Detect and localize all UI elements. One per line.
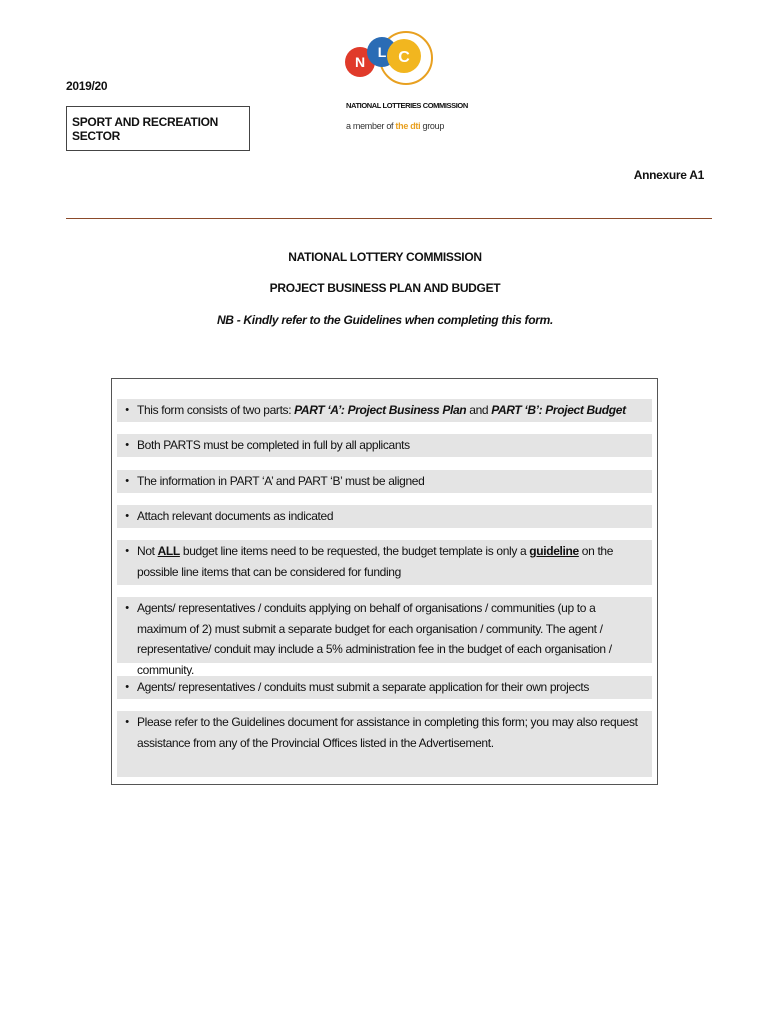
part-a-label: PART ‘A’: Project Business Plan — [294, 403, 467, 417]
logo-member-suffix: group — [420, 121, 445, 131]
logo-member-group: the dti — [395, 121, 421, 131]
logo-letter-c: C — [398, 49, 410, 66]
annexure-label: Annexure A1 — [633, 168, 704, 182]
item-text: Agents/ representatives / conduits applying on behalf of organisations / communities (up to a maximum of 2) must submit a separate budget for each organisation / community. The agent / representative/ conduit may include a 5% administration fee in the budget of each organisation / community. — [137, 601, 612, 677]
header-divider — [66, 218, 712, 219]
year-label: 2019/20 — [66, 79, 108, 93]
item-text: This form consists of two parts: PART ‘A’: Project Business Plan and PART ‘B’: Project Budget — [137, 403, 626, 417]
list-item — [117, 434, 652, 457]
logo-letter-l: L — [377, 44, 387, 60]
guideline-emphasis: guideline — [529, 544, 579, 558]
guidelines-note: NB - Kindly refer to the Guidelines when completing this form. — [216, 313, 554, 327]
sector-box — [66, 106, 250, 151]
list-item — [117, 711, 652, 777]
item-text: Not ALL budget line items need to be requested, the budget template is only a guideline on the possible line items that can be considered for funding — [137, 544, 614, 579]
logo-name: NATIONAL LOTTERIES COMMISSION — [346, 101, 468, 110]
instructions-panel — [111, 378, 658, 785]
bullet-icon: • — [125, 545, 129, 557]
item-text: Agents/ representatives / conduits must submit a separate application for their own projects — [137, 680, 590, 694]
logo-member-line — [346, 121, 444, 131]
list-item — [117, 505, 652, 528]
item-text: Attach relevant documents as indicated — [137, 509, 334, 523]
bullet-icon: • — [125, 716, 129, 728]
logo-letter-n: N — [354, 54, 366, 70]
title-business-plan: PROJECT BUSINESS PLAN AND BUDGET — [269, 281, 501, 295]
bullet-icon: • — [125, 404, 129, 416]
bullet-icon: • — [125, 681, 129, 693]
bullet-icon: • — [125, 475, 129, 487]
sector-label: SPORT AND RECREATION SECTOR — [72, 114, 219, 143]
part-b-label: PART ‘B’: Project Budget — [491, 403, 626, 417]
item-text: Both PARTS must be completed in full by all applicants — [137, 438, 410, 452]
list-item — [117, 470, 652, 493]
list-item — [117, 597, 652, 677]
list-item — [117, 676, 652, 699]
all-emphasis: ALL — [157, 544, 180, 558]
bullet-icon: • — [125, 510, 129, 522]
item-text: The information in PART ‘A’ and PART ‘B’ must be aligned — [137, 474, 425, 488]
bullet-icon: • — [125, 602, 129, 614]
list-item — [117, 540, 652, 585]
nlc-logo — [340, 26, 440, 136]
bullet-icon: • — [125, 439, 129, 451]
title-commission: NATIONAL LOTTERY COMMISSION — [288, 250, 482, 264]
list-item — [117, 399, 652, 422]
item-text: Please refer to the Guidelines document for assistance in completing this form; you may also request assistance from any of the Provincial Offices listed in the Advertisement. — [137, 715, 638, 750]
logo-member-prefix: a member of — [346, 121, 396, 131]
